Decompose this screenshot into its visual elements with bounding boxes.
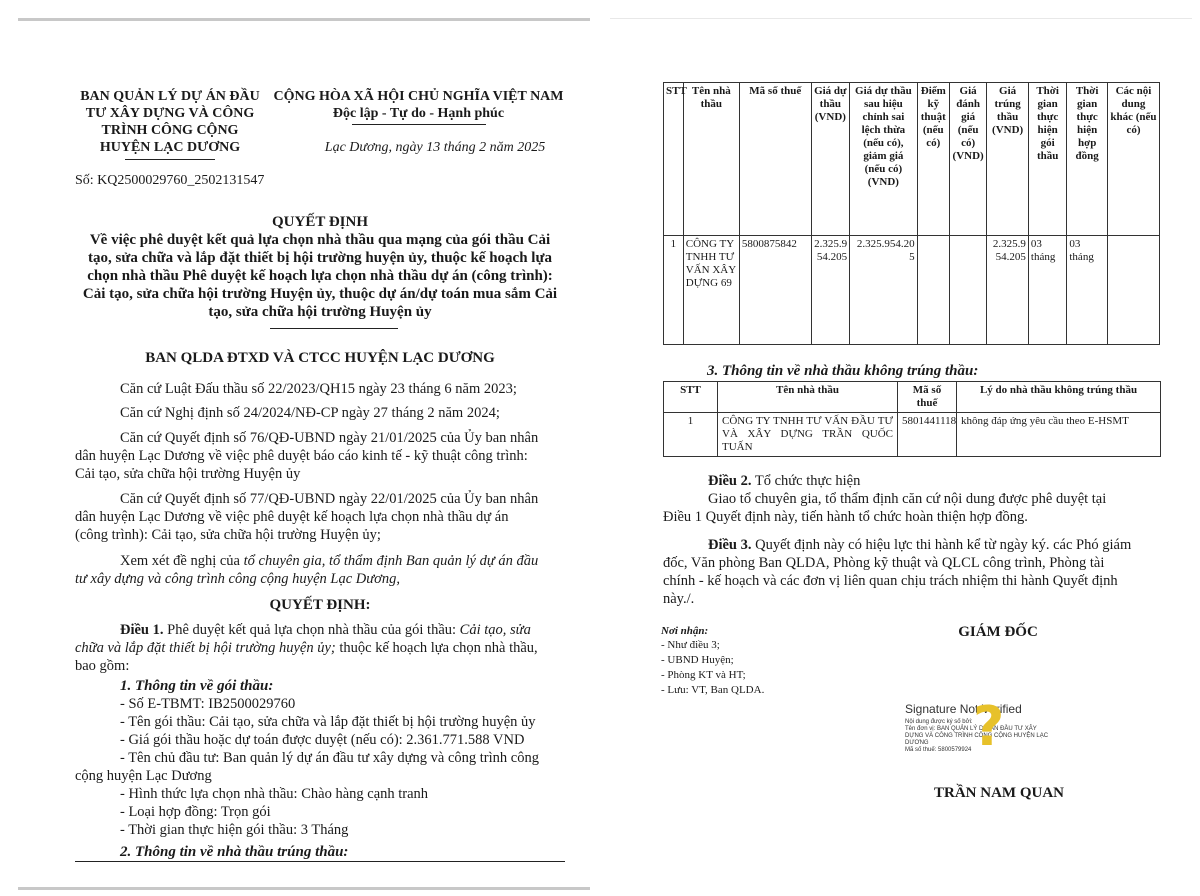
legal-basis-1: Căn cứ Luật Đấu thầu số 22/2023/QH15 ngày 23 tháng 6 năm 2023; xyxy=(120,381,517,397)
legal-basis-4 xyxy=(75,490,565,544)
motto-underline xyxy=(352,124,486,125)
document-number: Số: KQ2500029760_2502131547 xyxy=(75,173,265,188)
national-header xyxy=(266,88,571,122)
article-1-text: Phê duyệt kết quả lựa chọn nhà thầu của gói thầu: xyxy=(163,622,460,638)
signature-detail-line: DƯƠNG xyxy=(905,740,929,746)
decision-subject xyxy=(66,231,574,321)
column-header: Các nội dung khác (nếu có) xyxy=(1107,83,1159,236)
national-title: CỘNG HÒA XÃ HỘI CHỦ NGHĨA VIỆT NAM xyxy=(273,89,564,104)
consider-italic: tổ chuyên gia, tổ thẩm định Ban quản lý dự án đầu xyxy=(243,553,539,569)
column-header: Lý do nhà thầu không trúng thầu xyxy=(957,382,1161,413)
section-2-title: 2. Thông tin về nhà thầu trúng thầu: xyxy=(120,844,349,860)
signer-name: TRẦN NAM QUAN xyxy=(934,785,1064,801)
article-3-label: Điều 3. xyxy=(708,537,752,553)
right-page xyxy=(600,0,1200,896)
list-item: - Hình thức lựa chọn nhà thầu: Chào hàng cạnh tranh xyxy=(120,786,429,802)
agency-line: TƯ XÂY DỰNG VÀ CÔNG xyxy=(85,106,255,121)
article-3 xyxy=(663,536,1160,608)
agency-header xyxy=(70,88,270,156)
date-line: Lạc Dương, ngày 13 tháng 2 năm 2025 xyxy=(324,140,546,155)
table-cell: 2.325.954.205 xyxy=(811,236,849,345)
column-header: Điểm kỹ thuật (nếu có) xyxy=(917,83,949,236)
basis-line: (công trình): Cải tạo, sửa chữa hội trường Huyện ủy; xyxy=(75,527,381,543)
page-top-border xyxy=(18,18,590,21)
article-2-title: Tổ chức thực hiện xyxy=(751,473,861,489)
column-header: Mã số thuế xyxy=(739,83,811,236)
column-header: Tên nhà thầu xyxy=(718,382,898,413)
consider-italic: tư xây dựng và công trình công cộng huyện Lạc Dương, xyxy=(75,571,401,587)
list-item: cộng huyện Lạc Dương xyxy=(75,768,212,784)
subject-line: Cải tạo, sửa chữa hội trường Huyện ủy, thuộc dự án/dự toán mua sắm Cải xyxy=(82,286,558,302)
table-cell xyxy=(1107,236,1159,345)
recipient-item: - Phòng KT và HT; xyxy=(661,669,746,681)
table-cell: không đáp ứng yêu cầu theo E-HSMT xyxy=(957,413,1161,457)
table-cell xyxy=(917,236,949,345)
subject-line: tạo, sửa chữa và lắp đặt thiết bị hội trường huyện ủy, thuộc kế hoạch lựa xyxy=(88,250,552,266)
list-item: - Giá gói thầu hoặc dự toán được duyệt (nếu có): 2.361.771.588 VND xyxy=(120,732,525,748)
recipients-title: Nơi nhận: xyxy=(661,625,709,637)
column-header: Tên nhà thầu xyxy=(683,83,739,236)
subject-underline xyxy=(270,328,398,329)
column-header: Giá đánh giá (nếu có) (VND) xyxy=(949,83,986,236)
signature-detail-line: DỰNG VÀ CÔNG TRÌNH CÔNG CỘNG HUYỆN LẠC xyxy=(905,733,1049,739)
list-item: - Loại hợp đồng: Trọn gói xyxy=(120,804,271,820)
article-1-text: bao gồm: xyxy=(75,658,130,674)
article-1-label: Điều 1. xyxy=(120,622,164,638)
article-3-line: chính - kế hoạch và các đơn vị liên quan chịu trách nhiệm thi hành Quyết định xyxy=(663,573,1118,589)
article-2-label: Điều 2. xyxy=(708,473,752,489)
issuer-heading: BAN QLDA ĐTXD VÀ CTCC HUYỆN LẠC DƯƠNG xyxy=(145,350,495,366)
consider-prefix: Xem xét đề nghị của xyxy=(120,553,244,569)
table-cell: 03 tháng xyxy=(1067,236,1108,345)
column-header: Thời gian thực hiện gói thầu xyxy=(1028,83,1066,236)
loser-table-header xyxy=(664,382,1161,413)
article-1-italic: Cải tạo, sửa xyxy=(459,622,531,638)
basis-line: Căn cứ Quyết định số 77/QĐ-UBND ngày 22/01/2025 của Ủy ban nhân xyxy=(120,491,539,507)
table-cell: 2.325.954.205 xyxy=(987,236,1029,345)
decision-title: QUYẾT ĐỊNH xyxy=(272,214,368,230)
page-bottom-border xyxy=(18,887,590,890)
list-item: - Tên chủ đầu tư: Ban quản lý dự án đầu tư xây dựng và công trình công xyxy=(120,750,539,766)
table-row xyxy=(664,413,1161,457)
article-1-text: thuộc kế hoạch lựa chọn nhà thầu, xyxy=(335,640,538,656)
winner-table xyxy=(663,82,1160,345)
article-2-line: Giao tổ chuyên gia, tổ thẩm định căn cứ nội dung được phê duyệt tại xyxy=(708,491,1107,507)
column-header: Giá trúng thầu (VND) xyxy=(987,83,1029,236)
table-cell: 1 xyxy=(664,236,684,345)
section-3-title: 3. Thông tin về nhà thầu không trúng thầu: xyxy=(707,363,979,379)
subject-line: Về việc phê duyệt kết quả lựa chọn nhà thầu qua mạng của gói thầu Cải xyxy=(89,232,551,248)
article-3-line: này./. xyxy=(663,591,695,607)
legal-basis-2: Căn cứ Nghị định số 24/2024/NĐ-CP ngày 27 tháng 2 năm 2024; xyxy=(120,405,500,421)
article-2 xyxy=(663,472,1160,526)
recipients xyxy=(661,625,861,697)
article-3-line: Quyết định này có hiệu lực thi hành kể từ ngày ký. các Phó giám xyxy=(751,537,1132,553)
recipient-item: - Như điều 3; xyxy=(661,639,720,651)
national-motto: Độc lập - Tự do - Hạnh phúc xyxy=(332,106,505,121)
list-item: - Tên gói thầu: Cải tạo, sửa chữa và lắp đặt thiết bị hội trường huyện ủy xyxy=(120,714,536,730)
table-cell: 1 xyxy=(664,413,718,457)
signature-detail-line: Nội dung được ký số bởi: xyxy=(905,719,973,725)
basis-line: dân huyện Lạc Dương về việc phê duyệt báo cáo kinh tế - kỹ thuật công trình: xyxy=(75,448,528,464)
basis-line: Cải tạo, sửa chữa hội trường Huyện ủy xyxy=(75,466,301,482)
signer-title: GIÁM ĐỐC xyxy=(958,624,1038,640)
consideration xyxy=(75,552,565,588)
table-cell: 03 tháng xyxy=(1028,236,1066,345)
page-top-border xyxy=(610,18,1192,19)
decide-heading: QUYẾT ĐỊNH: xyxy=(269,597,371,613)
article-2-line: Điều 1 Quyết định này, tiến hành tổ chức hoàn thiện hợp đồng. xyxy=(663,509,1028,525)
package-info-list xyxy=(75,695,565,839)
table-cell: 2.325.954.205 xyxy=(850,236,918,345)
table-row xyxy=(664,236,1160,345)
agency-line: BAN QUẢN LÝ DỰ ÁN ĐẦU xyxy=(80,89,260,104)
winner-table-header xyxy=(664,83,1160,236)
article-1 xyxy=(75,621,565,675)
subject-line: tạo, sửa chữa hội trường Huyện ủy xyxy=(208,304,432,320)
column-header: Giá dự thầu sau hiệu chỉnh sai lệch thừa (nếu có), giảm giá (nếu có) (VND) xyxy=(850,83,918,236)
subject-line: chọn nhà thầu Phê duyệt kế hoạch lựa chọn nhà thầu dự án (công trình): xyxy=(87,268,553,284)
page-bottom-rule xyxy=(75,861,565,862)
table-cell: 5800875842 xyxy=(739,236,811,345)
digital-signature xyxy=(905,695,1105,758)
agency-underline xyxy=(125,159,215,160)
legal-basis-3 xyxy=(75,429,565,483)
agency-line: HUYỆN LẠC DƯƠNG xyxy=(99,140,241,155)
article-3-line: đốc, Văn phòng Ban QLDA, Phòng kỹ thuật và QLCL công trình, Phòng tài xyxy=(663,555,1105,571)
recipient-item: - UBND Huyện; xyxy=(661,654,734,666)
basis-line: Căn cứ Quyết định số 76/QĐ-UBND ngày 21/01/2025 của Ủy ban nhân xyxy=(120,430,539,446)
basis-line: dân huyện Lạc Dương về việc phê duyệt kế hoạch lựa chọn nhà thầu dự án xyxy=(75,509,509,525)
article-1-italic: chữa và lắp đặt thiết bị hội trường huyện ủy; xyxy=(75,640,336,656)
signature-detail-line: Tên đơn vị: BAN QUẢN LÝ DỰ ÁN ĐẦU TƯ XÂY xyxy=(905,726,1037,732)
loser-table xyxy=(663,381,1161,457)
signature-details xyxy=(905,719,1105,754)
column-header: Giá dự thầu (VND) xyxy=(811,83,849,236)
column-header: STT xyxy=(664,382,718,413)
signature-detail-line: Mã số thuế: 5800579924 xyxy=(905,747,972,753)
recipient-item: - Lưu: VT, Ban QLDA. xyxy=(661,684,765,696)
column-header: Thời gian thực hiện hợp đồng xyxy=(1067,83,1108,236)
list-item: - Thời gian thực hiện gói thầu: 3 Tháng xyxy=(120,822,349,838)
column-header: STT xyxy=(664,83,684,236)
table-cell xyxy=(949,236,986,345)
table-cell: 5801441118 xyxy=(898,413,957,457)
agency-line: TRÌNH CÔNG CỘNG xyxy=(101,123,239,138)
table-cell: CÔNG TY TNHH TƯ VẤN ĐẦU TƯ VÀ XÂY DỰNG TRẦN QUỐC TUẤN xyxy=(718,413,898,457)
list-item: - Số E-TBMT: IB2500029760 xyxy=(120,696,296,712)
section-1-title: 1. Thông tin về gói thầu: xyxy=(120,678,274,694)
question-mark-icon: ? xyxy=(973,695,1005,758)
signature-status: Signature Not Verified xyxy=(905,702,1022,716)
table-cell: CÔNG TY TNHH TƯ VẤN XÂY DỰNG 69 xyxy=(683,236,739,345)
column-header: Mã số thuế xyxy=(898,382,957,413)
